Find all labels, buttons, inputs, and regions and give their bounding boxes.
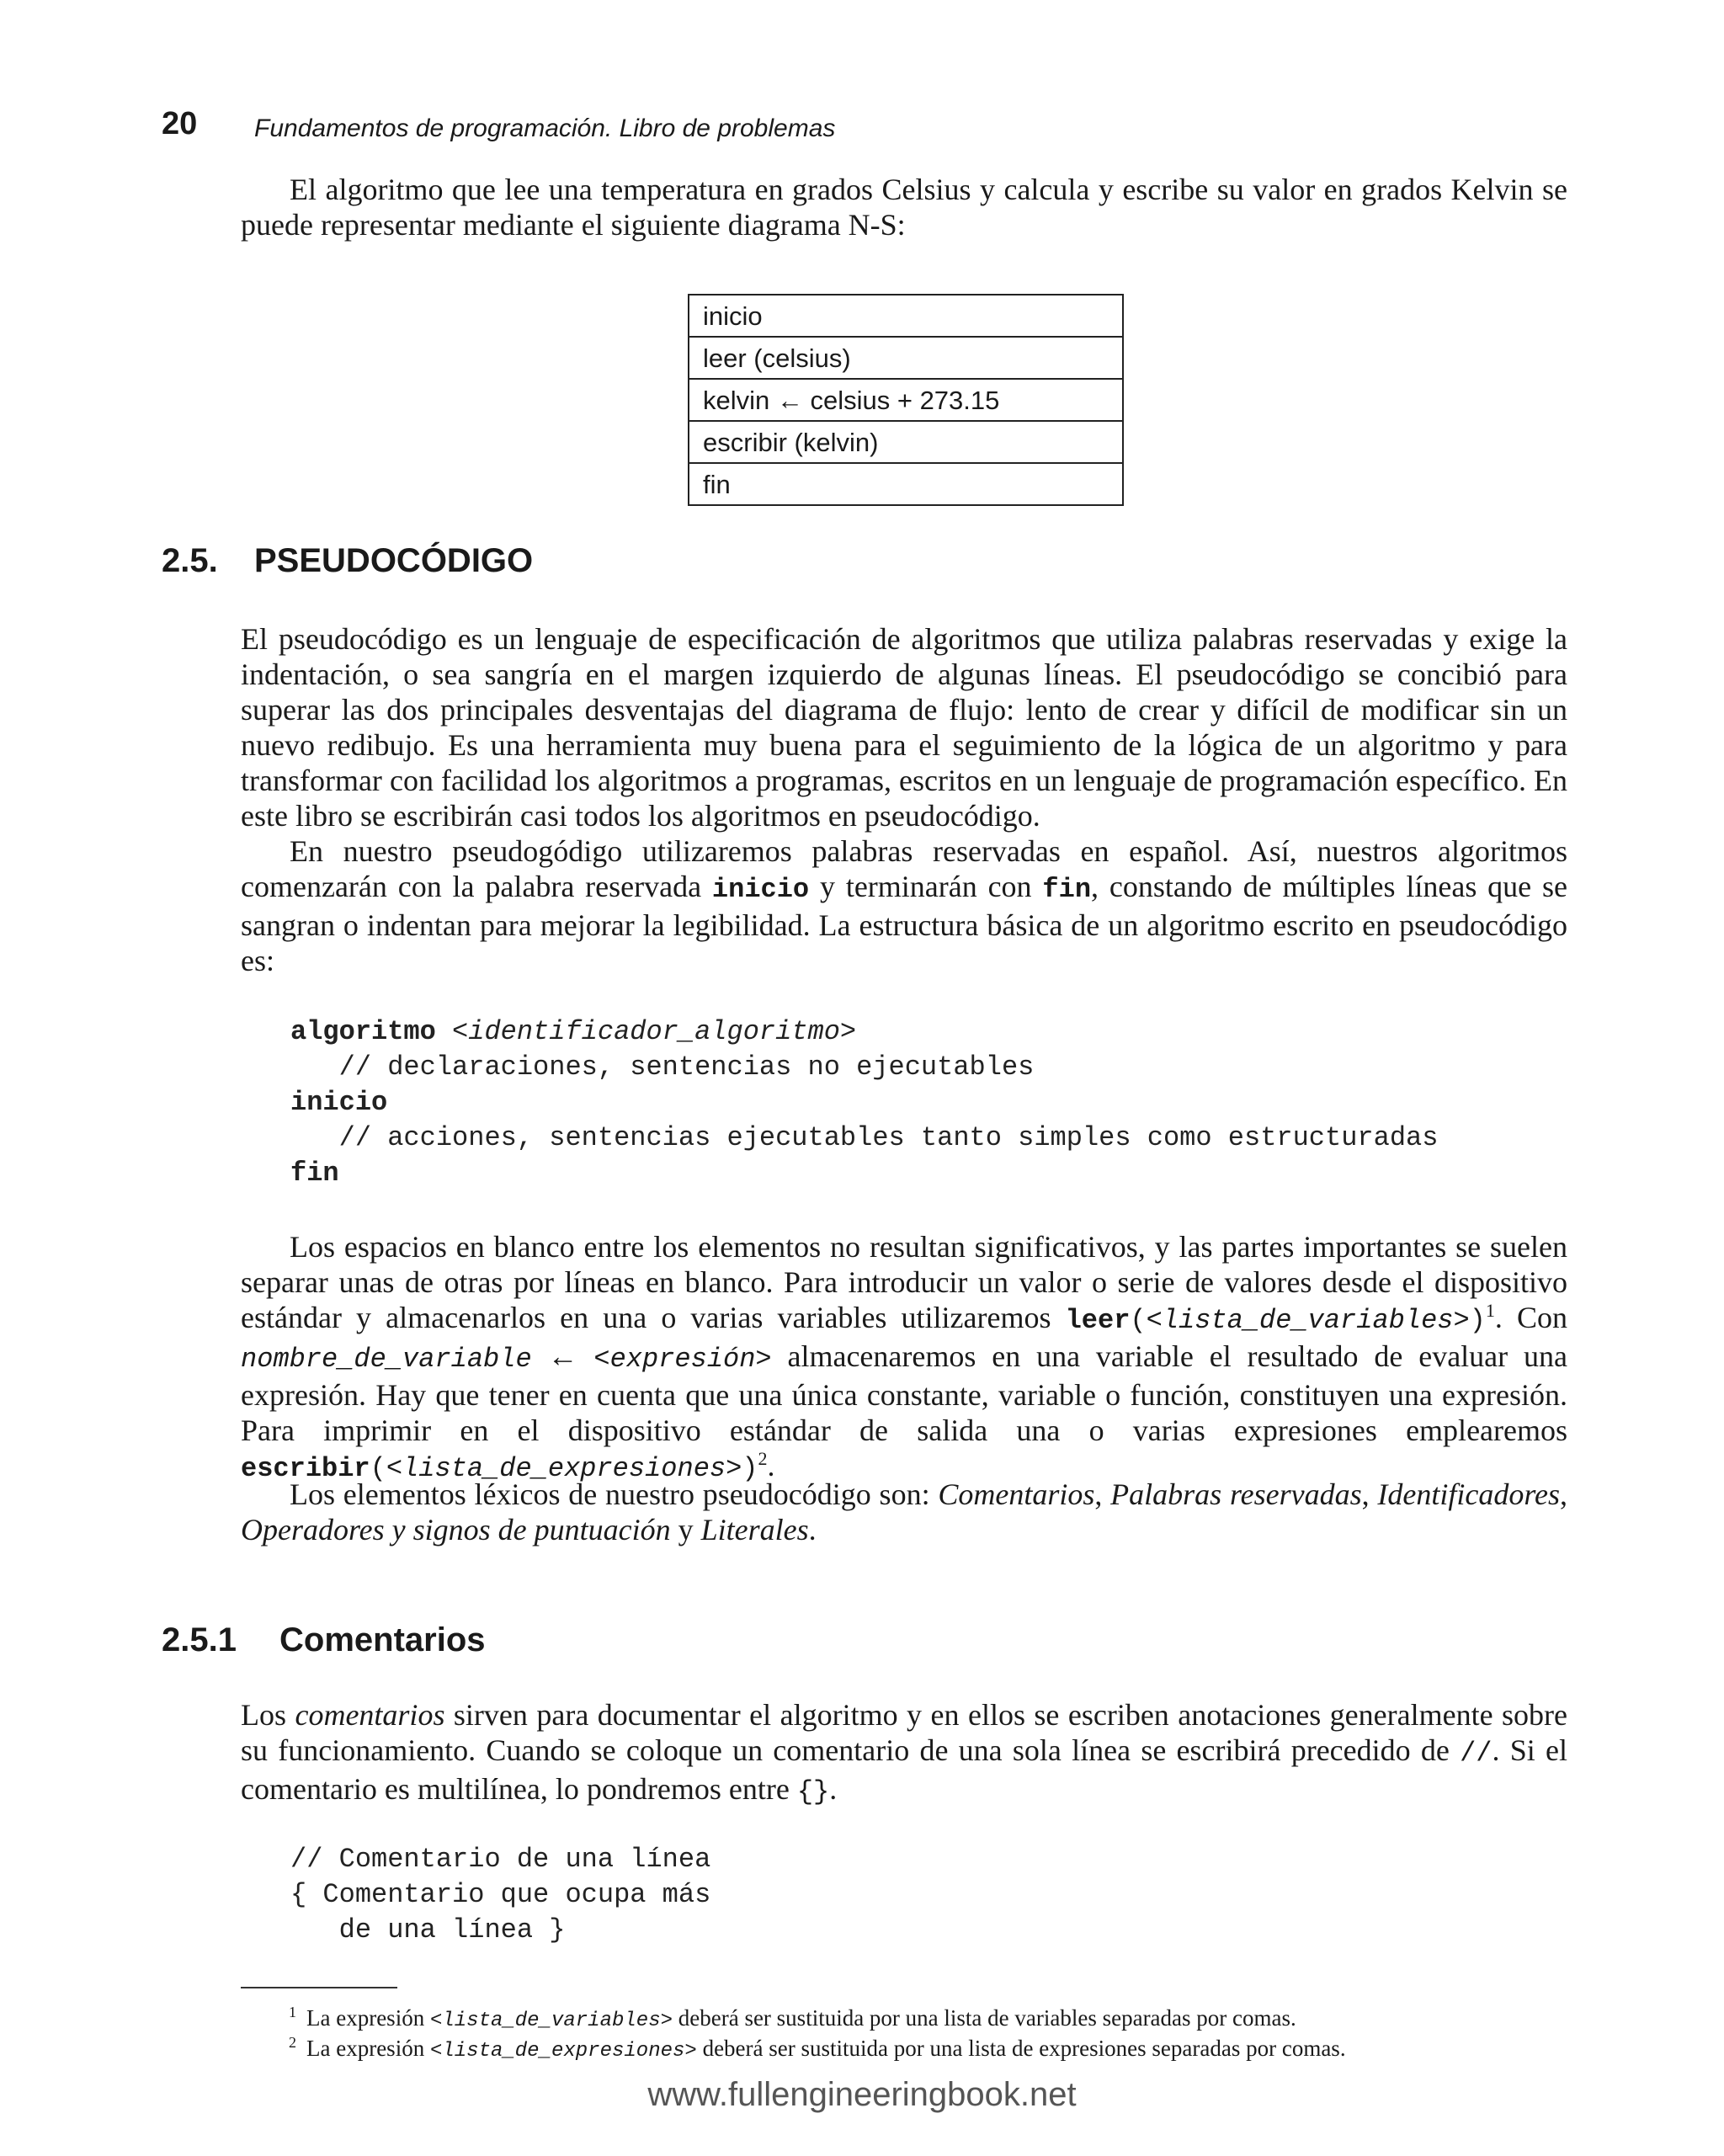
pseudocode-paragraph-1: El pseudocódigo es un lenguaje de especificación de algoritmos que utiliza palabras reservadas y exige la indentación, o sea sangría en el margen izquierdo de algunas líneas. El pseudocódigo se concibió para superar las dos principales desventajas del diagrama de flujo: lento de crear y difícil de modificar sin un nuevo redibujo. Es una herramienta muy buena para el seguimiento de la lógica de un algoritmo y para transformar con facilidad los algoritmos a programas, escritos en un lenguaje de programación específico. En este libro se escribirán casi todos los algoritmos en pseudocódigo. bbox=[241, 622, 1567, 833]
ns-row: leer (celsius) bbox=[689, 338, 1122, 380]
watermark-url: www.fullengineeringbook.net bbox=[647, 2076, 1077, 2113]
footnote-rule bbox=[241, 1987, 397, 1988]
section-heading-2-5-1 bbox=[162, 1621, 486, 1659]
ns-diagram bbox=[688, 294, 1124, 506]
code-line: { Comentario que ocupa más bbox=[290, 1879, 711, 1910]
section-number: 2.5.1 bbox=[162, 1621, 237, 1658]
code-comment: // declaraciones, sentencias no ejecutables bbox=[338, 1051, 1035, 1083]
keyword-inicio: inicio bbox=[711, 874, 810, 905]
running-title: Fundamentos de programación. Libro de problemas bbox=[254, 114, 836, 142]
keyword-fin: fin bbox=[1042, 874, 1092, 905]
comments-code bbox=[290, 1842, 710, 1948]
keyword-escribir: escribir bbox=[241, 1453, 370, 1484]
footnote-2: $^2$ La expresión <lista_de_expresiones> deberá ser sustituida por una lista de expresiones separadas por comas. bbox=[289, 2034, 1346, 2063]
page-number: 20 bbox=[162, 106, 198, 141]
code-keyword: algoritmo bbox=[290, 1016, 436, 1047]
ns-row: escribir (kelvin) bbox=[689, 422, 1122, 464]
section-number: 2.5. bbox=[162, 542, 218, 579]
code-identifier: <identificador_algoritmo> bbox=[452, 1016, 857, 1047]
ns-row: kelvin ← celsius + 273.15 bbox=[689, 380, 1122, 422]
section-title: PSEUDOCÓDIGO bbox=[254, 542, 534, 579]
algorithm-structure-code bbox=[290, 1014, 1438, 1191]
page-header bbox=[162, 106, 1593, 148]
pseudocode-paragraph-4: Los elementos léxicos de nuestro pseudocódigo son: Comentarios, Palabras reservadas, Identificadores, Operadores y signos de puntuación y Literales. bbox=[241, 1477, 1568, 1546]
pseudocode-paragraph-2: En nuestro pseudogódigo utilizaremos palabras reservadas en español. Así, nuestros algoritmos comenzarán con la palabra reservada inicio y terminarán con fin, constando de múltiples líneas que se sangran o indentan para mejorar la legibilidad. La estructura básica de un algoritmo escrito en pseudocódigo es: bbox=[241, 834, 1567, 977]
code-line: // Comentario de una línea bbox=[290, 1844, 711, 1875]
footnote-ref-1: 1 bbox=[1485, 1300, 1495, 1321]
code-comment: // acciones, sentencias ejecutables tanto simples como estructuradas bbox=[338, 1122, 1439, 1153]
keyword-leer: leer bbox=[1065, 1305, 1131, 1336]
code-line: de una línea } bbox=[290, 1914, 566, 1946]
footnote-1: $^1$ La expresión <lista_de_variables> deberá ser sustituida por una lista de variables separadas por comas. bbox=[289, 2004, 1296, 2032]
comments-paragraph: Los comentarios sirven para documentar el algoritmo y en ellos se escriben anotaciones generalmente sobre su funcionamiento. Cuando se coloque un comentario de una sola línea se escribirá precedido de //. Si el comentario es multilínea, lo pondremos entre {}. bbox=[241, 1698, 1567, 1807]
intro-paragraph: El algoritmo que lee una temperatura en grados Celsius y calcula y escribe su valor en grados Kelvin se puede representar mediante el siguiente diagrama N-S: bbox=[241, 173, 1567, 242]
code-keyword: inicio bbox=[290, 1087, 388, 1118]
ns-row: fin bbox=[689, 464, 1122, 506]
pseudocode-paragraph-3: Los espacios en blanco entre los elementos no resultan significativos, y las partes importantes se suelen separar unas de otras por líneas en blanco. Para introducir un valor o serie de valores desde el dispositivo estándar y almacenarlos en una o varias variables utilizaremos leer(<lista_de_variables>)$^1$. Con nombre_de_variable ← <expresión> almacenaremos en una variable el resultado de evaluar una expresión. Hay que tener en cuenta que una única constante, variable o función, constituyen una expresión. Para imprimir en el dispositivo estándar de salida una o varias expresiones emplearemos escribir(<lista_de_expresiones>)$^2$. bbox=[241, 1230, 1567, 1484]
section-title: Comentarios bbox=[279, 1621, 486, 1658]
code-keyword: fin bbox=[290, 1158, 339, 1189]
footnote-ref-2: 2 bbox=[758, 1448, 768, 1469]
section-heading-2-5 bbox=[162, 542, 533, 580]
ns-row: inicio bbox=[689, 295, 1122, 338]
